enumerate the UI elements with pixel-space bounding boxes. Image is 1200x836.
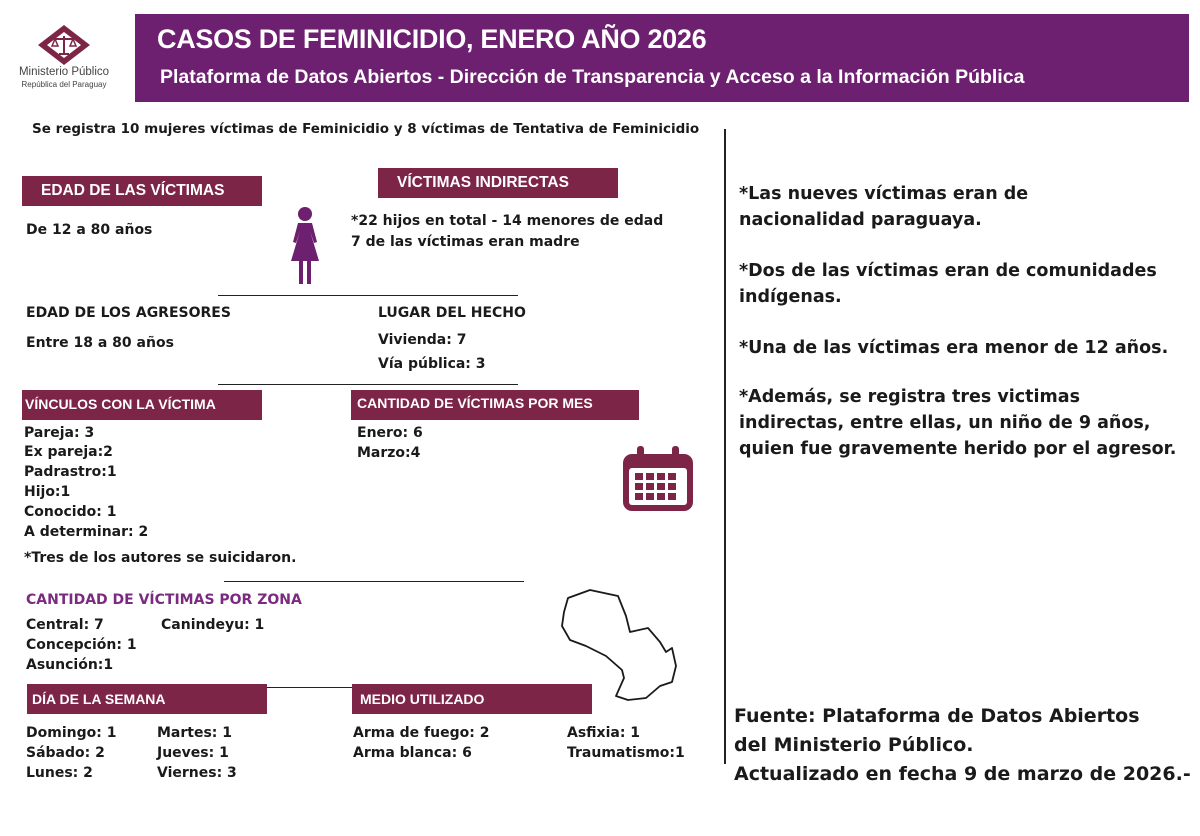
vinculo-item: Conocido: 1 [24,504,117,520]
logo-country: República del Paraguay [21,80,107,89]
edad-victimas-value: De 12 a 80 años [26,222,153,238]
lugar-hecho-item: Vivienda: 7 [378,332,467,348]
vinculo-item: Hijo:1 [24,484,71,500]
dia-item: Jueves: 1 [157,745,229,761]
section-edad-victimas: EDAD DE LAS VÍCTIMAS [22,176,262,206]
edad-agresores-title: EDAD DE LOS AGRESORES [26,305,231,321]
edad-agresores-value: Entre 18 a 80 años [26,335,174,351]
medio-item: Asfixia: 1 [567,725,641,741]
vinculo-item: Pareja: 3 [24,425,95,441]
vinculo-item: Padrastro:1 [24,464,117,480]
divider [224,581,524,582]
source-line1: Fuente: Plataforma de Datos Abiertos [734,705,1140,727]
section-victimas-indirectas: VÍCTIMAS INDIRECTAS [378,168,618,198]
logo [12,18,116,102]
victimas-indirectas-line2: 7 de las víctimas eran madre [351,234,580,250]
page-title: CASOS DE FEMINICIDIO, ENERO AÑO 2026 [157,24,707,54]
page-subtitle: Plataforma de Datos Abiertos - Dirección de Transparencia y Acceso a la Información Pública [160,66,1025,88]
section-dia-semana: DÍA DE LA SEMANA [27,684,267,714]
summary-text: Se registra 10 mujeres víctimas de Feminicidio y 8 víctimas de Tentativa de Feminicidio [32,121,700,137]
medio-item: Arma blanca: 6 [353,745,472,761]
zona-item: Asunción:1 [26,657,114,673]
calendar-icon [621,444,695,514]
vinculo-item: A determinar: 2 [24,524,149,540]
zona-item: Central: 7 [26,617,104,633]
woman-icon [286,206,324,286]
section-por-mes: CANTIDAD DE VÍCTIMAS POR MES [351,390,639,420]
section-medio: MEDIO UTILIZADO [352,684,592,714]
por-zona-title: CANTIDAD DE VÍCTIMAS POR ZONA [26,592,302,608]
lugar-hecho-item: Vía pública: 3 [378,356,486,372]
vertical-divider [724,129,726,764]
dia-item: Domingo: 1 [26,725,117,741]
por-mes-item: Marzo:4 [357,445,421,461]
dia-item: Lunes: 2 [26,765,93,781]
note-nacionalidad: *Las nueves víctimas eran de nacionalidad paraguaya. [739,184,1029,230]
zona-item: Canindeyu: 1 [161,617,265,633]
note-menor: *Una de las víctimas era menor de 12 años. [739,338,1169,358]
lugar-hecho-title: LUGAR DEL HECHO [378,305,526,321]
medio-item: Arma de fuego: 2 [353,725,490,741]
logo-org-name: Ministerio Público [18,66,110,78]
por-mes-item: Enero: 6 [357,425,423,441]
source-line2: del Ministerio Público. [734,734,974,756]
section-vinculos: VÍNCULOS CON LA VÍCTIMA [22,390,262,420]
zona-item: Concepción: 1 [26,637,137,653]
note-indirectas: *Además, se registra tres victimas indirectas, entre ellas, un niño de 9 años, quien fue gravemente herido por el agresor. [739,387,1177,459]
divider [218,295,518,296]
scales-of-justice-icon [34,24,94,66]
source-updated: Actualizado en fecha 9 de marzo de 2026.- [734,763,1191,785]
dia-item: Viernes: 3 [157,765,237,781]
dia-item: Martes: 1 [157,725,233,741]
medio-item: Traumatismo:1 [567,745,685,761]
vinculos-note: *Tres de los autores se suicidaron. [24,550,297,566]
divider [218,384,518,385]
dia-item: Sábado: 2 [26,745,105,761]
vinculo-item: Ex pareja:2 [24,444,113,460]
note-indigenas: *Dos de las víctimas eran de comunidades indígenas. [739,261,1157,307]
victimas-indirectas-line1: *22 hijos en total - 14 menores de edad [351,213,664,229]
